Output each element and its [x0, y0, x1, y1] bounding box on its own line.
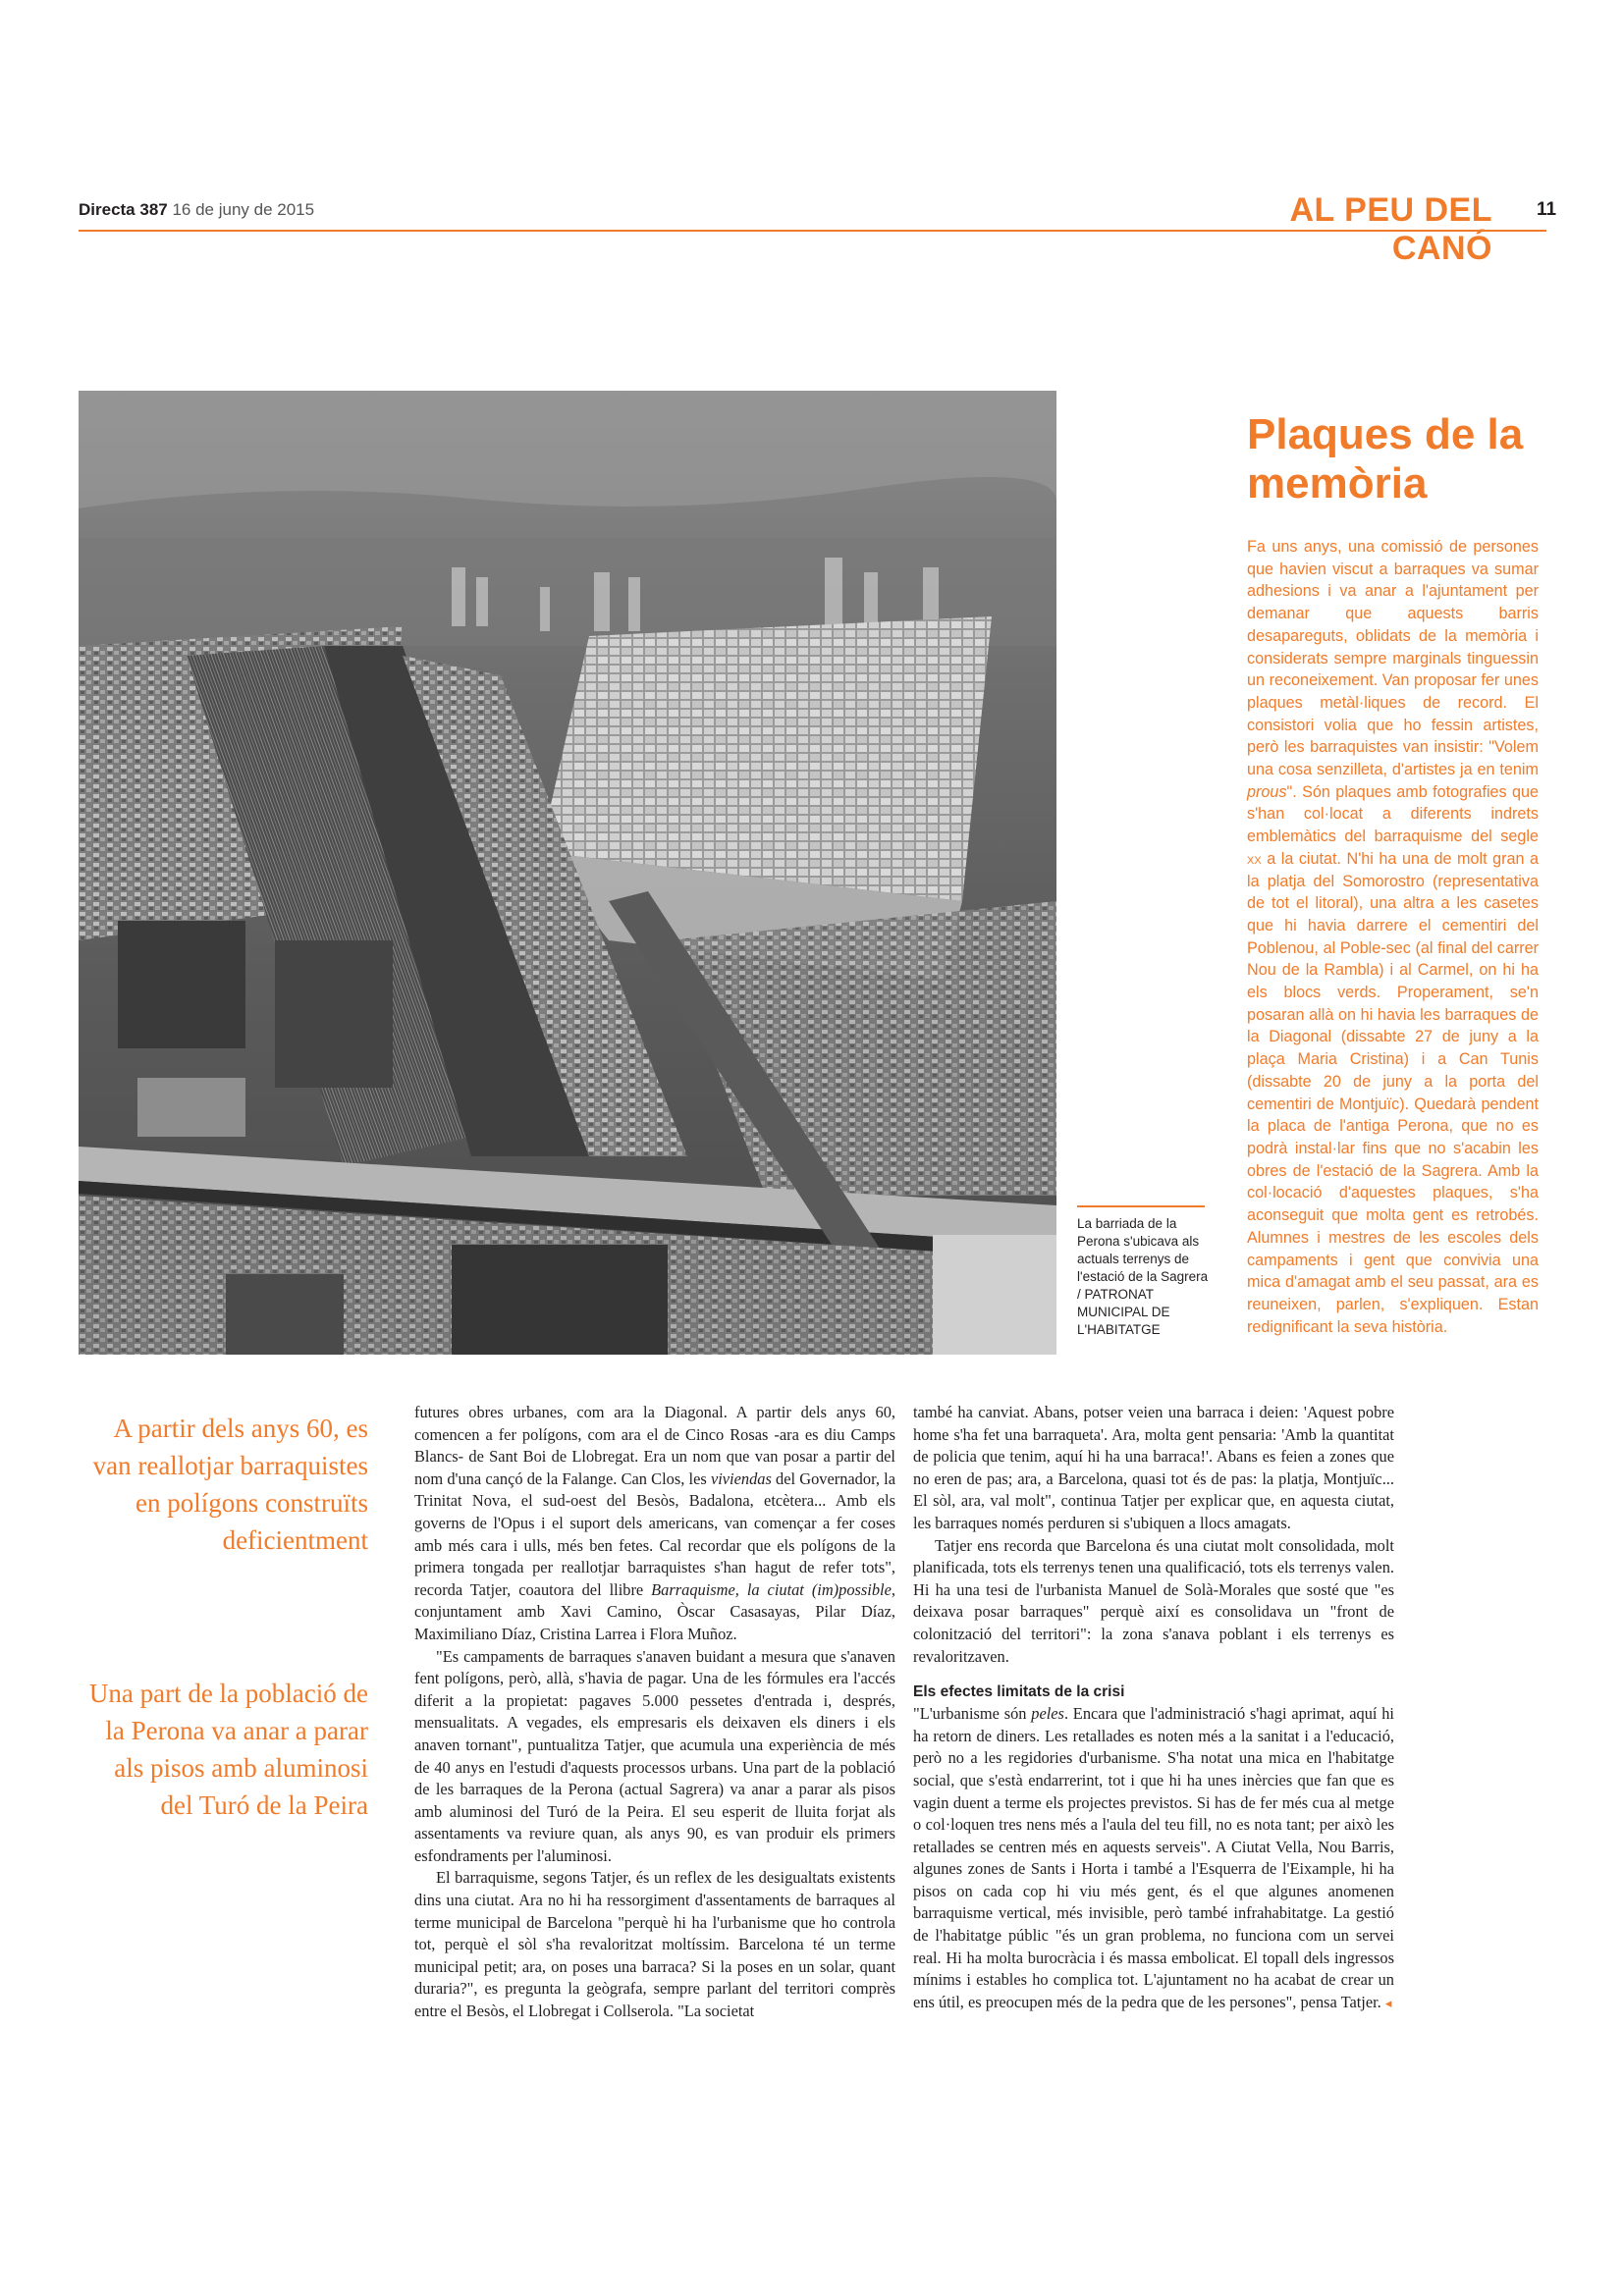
- article-column-2: [913, 1402, 1394, 2015]
- text-run: del Governador, la Trinitat Nova, el sud-oest del Besòs, Badalona, etcètera... Amb els governs de l'Opus i el suport dels americans, van començar a fer coses amb més cara i ulls, més ben fetes. Cal recordar que els polígons de la primera tongada per reallotjar barraquistes s'han hagut de refer tots", recorda Tatjer, coautora del llibre: [414, 1468, 895, 1599]
- text-run: . Encara que l'administració s'hagi aprimat, aquí hi ha retorn de diners. Les retallades es noten més a la sanitat i a l'educació, però no a les regidories d'urbanisme. S'ha notat una mica en l'habitatge social, que s'està endarrerint, tot i que hi ha unes inèrcies que fan que es vagin duent a terme els projectes previstos. Si has de fer més cua al metge o col·loquen tres nens més a l'aula del teu fill, no es nota tant; per això les retallades se centren més en aquests serveis". A Ciutat Vella, Nou Barris, algunes zones de Sants i Horta i també a l'Esquerra de l'Eixample, hi ha pisos on cada cop hi viu més gent, és el que algunes anomenen barraquisme vertical, més invisible, però també infrahabitatge. La gestió de l'habitatge públic "és un gran problema, no funciona com un servei real. Hi ha molta burocràcia i és massa embolicat. El topall dels ingressos mínims i estables ho complica tot. L'ajuntament no ha acabat de crear un ens útil, es preocupen més de la pedra que de les persones", pensa Tatjer.: [913, 1704, 1394, 2011]
- header-publication: [79, 200, 314, 220]
- paragraph: Tatjer ens recorda que Barcelona és una ciutat molt consolidada, molt planificada, tots els terrenys tenen una qualificació, tots els terrenys valen. Hi ha una tesi de l'urbanista Manuel de Solà-Morales que sosté que "es deixava posar barraques" perquè així es consolidava un "front de colonització del territori": la zona s'anava poblant i els terrenys es revaloritzaven.: [913, 1535, 1394, 1666]
- paragraph: El barraquisme, segons Tatjer, és un reflex de les desigualtats existents dins una ciutat. Ara no hi ha ressorgiment d'assentaments de barraques al terme municipal de Barcelona "perquè hi ha l'urbanisme que ho controla tot, perquè el sòl s'ha revaloritzat moltíssim. Barcelona té un terme municipal petit; ara, on poses una barraca? Si la poses en un solar, quant duraria?", es pregunta la geògrafa, sempre parlant del territori comprès entre el Besòs, el Llobregat i Collserola. "La societat: [414, 1868, 895, 2021]
- sidebar-title: Plaques de la memòria: [1247, 410, 1524, 507]
- emphasis: peles: [1031, 1704, 1064, 1724]
- sidebar-text-2: ". Són plaques amb fotografies que s'han col·locat a diferents indrets emblemàtics del barraquisme del segle: [1247, 782, 1539, 846]
- pull-quote-2: Una part de la població de la Perona va anar a parar als pisos amb aluminosi del Turó de la Peira: [88, 1679, 368, 1820]
- text-run: , conjuntament amb Xavi Camino, Òscar Casasayas, Pilar Díaz, Maximiliano Díaz, Cristina Larrea i Flora Muñoz.: [414, 1579, 895, 1643]
- sidebar-text-3: a la ciutat. N'hi ha una de molt gran a la platja del Somorostro (representativa de tot el litoral), una altra a les casetes que hi havia darrere el cementiri del Poblenou, al Poble-sec (al final del carrer Nou de la Rambla) i al Carmel, on hi ha els blocs verds. Properament, se'n posaran allà on hi havia les barraques de la Diagonal (dissabte 27 de juny a la plaça Maria Cristina) i a Can Tunis (dissabte 20 de juny a la porta del cementiri de Montjuïc). Quedarà pendent la placa de l'antiga Perona, que no es podrà instal·lar fins que no s'acabin les obres de l'estació de la Sagrera. Amb la col·locació d'aquestes plaques, s'ha aconseguit que molta gent es retrobés. Alumnes i mestres de les escoles dels campaments i gent que convivia una mica d'amagat amb el seu passat, ara es reuneixen, parlen, s'expliquen. Estan redignificant la seva història.: [1247, 849, 1539, 1336]
- sidebar-emphasis: prous: [1247, 782, 1287, 801]
- emphasis: viviendas: [710, 1468, 772, 1488]
- paragraph: [913, 1703, 1394, 2015]
- text-run: futures obres urbanes, com ara la Diagonal. A partir dels anys 60, comencen a fer polígons, com ara el de Cinco Rosas -ara es diu Camps Blancs- de Sant Boi de Llobregat. Era un nom que van posar a partir del nom d'una cançó de la Falange. Can Clos, les: [414, 1403, 895, 1488]
- article-column-1: [414, 1402, 895, 2023]
- text-run: "L'urbanisme són: [913, 1704, 1032, 1724]
- paragraph: també ha canviat. Abans, potser veien una barraca i deien: 'Aquest pobre home s'ha fet una barraqueta'. Ara, molta gent pensaria: 'Amb la quantitat de policia que tenim, aquí hi ha una barraca!'. Abans es feien a zones que no eren de pas; ara, a Barcelona, quasi tot és de pas: la platja, Montjuïc... El sòl, ara, val molt", continua Tatjer per explicar que, en aquesta ciutat, les barraques només perduren si s'ubiquen a llocs amagats.: [913, 1403, 1394, 1532]
- paragraph: "Es campaments de barraques s'anaven buidant a mesura que s'anaven fent polígons, però, allà, s'havia de pagar. Una de les fórmules era l'accés diferit a la propietat: pagaves 5.000 pessetes d'entrada i, després, mensualitats. A vegades, els empresaris els deixaven els diners i els anaven tornant", puntualitza Tatjer, que acumula una experiència de més de 40 anys en l'estudi d'aquests processos urbans. Una part de la població de les barraques de la Perona (actual Sagrera) va anar a parar als pisos amb aluminosi del Turó de la Peira. El seu esperit de lluita forjat als assentaments va reviure quan, als anys 90, es van produir els primers esfondraments per l'aluminosi.: [414, 1646, 895, 1865]
- photo-caption: La barriada de la Perona s'ubicava als actuals terrenys de l'estació de la Sagrera / PATRONAT MUNICIPAL DE L'HABITATGE: [1077, 1216, 1209, 1337]
- pull-quote-1: A partir dels anys 60, es van reallotjar barraquistes en polígons construïts deficientment: [92, 1414, 368, 1555]
- issue-date: 16 de juny de 2015: [172, 200, 315, 219]
- sidebar-text-1: Fa uns anys, una comissió de persones que havien viscut a barraques va sumar adhesions i va anar a l'ajuntament per demanar que aquests barris desapareguts, oblidats de la memòria i considerats sempre marginals tinguessin un reconeixement. Van proposar fer unes plaques metàl·liques de record. El consistori volia que ho fessin artistes, però les barraquistes van insistir: "Volem una cosa senzilleta, d'artistes ja en tenim: [1247, 538, 1539, 779]
- caption-divider: [1077, 1205, 1205, 1207]
- sidebar-paragraph: [1247, 536, 1539, 1338]
- section-title: AL PEU DEL CANÓ: [1289, 191, 1492, 267]
- header-divider: [79, 230, 1546, 232]
- publication-name: Directa 387: [79, 200, 168, 219]
- end-mark-icon: ◂: [1384, 1996, 1392, 2011]
- page-number: 11: [1537, 199, 1557, 220]
- paragraph: [414, 1402, 895, 1646]
- aerial-photo-drawing: [79, 391, 1056, 1355]
- book-title: Barraquisme, la ciutat (im)possible: [651, 1579, 892, 1599]
- sidebar-body: [1247, 536, 1539, 1338]
- sidebar-century: xx: [1247, 849, 1262, 868]
- aerial-photo: [79, 391, 1056, 1355]
- section-subhead: Els efectes limitats de la crisi: [913, 1683, 1125, 1701]
